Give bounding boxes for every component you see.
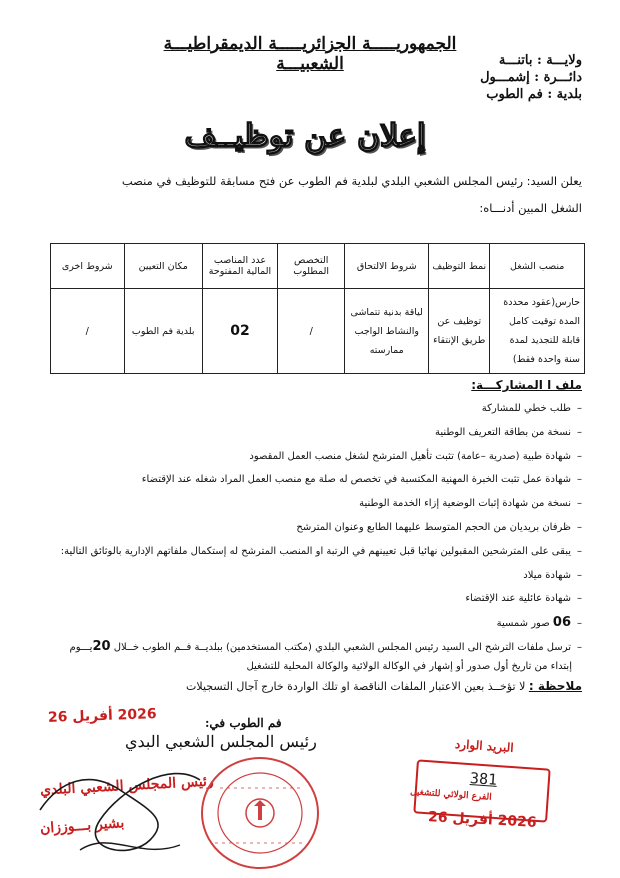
list-item: –نسخة من بطاقة التعريف الوطنية [434, 426, 582, 438]
wilaya-line: ولايـــة : باتنـــة [498, 53, 582, 68]
header-place: مكان التعيين [124, 244, 202, 289]
list-item: –طلب خطي للمشاركة [481, 403, 582, 414]
date-stamp: 2026 أفريل 26 [47, 706, 157, 726]
note [186, 679, 582, 693]
place-date-label: فم الطوب في: [205, 716, 282, 730]
signer-title: رئيس المجلس الشعبي البدي [125, 732, 317, 751]
item-text: يبقى على المترشحين المقبولين نهائيا قبل تعيينهم في الرتبة او المنصب المترشح له إستكمال ملفاتهم الإدارية بالوثائق التالية: [60, 545, 571, 557]
item-text: شهادة طبية (صدرية –عامة) تثبت تأهيل المترشح لشغل منصب العمل المقصود [249, 450, 571, 462]
table-row [51, 289, 585, 374]
cell-specialty: / [278, 289, 345, 374]
stamp-name: بشير بـــوززان [39, 815, 125, 837]
list-item: –يبقى على المترشحين المقبولين نهائيا قبل تعيينهم في الرتبة او المنصب المترشح له إستكمال ملفاتهم الإدارية بالوثائق التالية: [60, 545, 582, 557]
send-days: 20 [92, 638, 111, 654]
header-post: منصب الشغل [490, 244, 585, 289]
send-prefix: ترسل ملفات الترشح الى السيد رئيس المجلس الشعبي البلدي (مكتب المستخدمين) ببلديــة فــم الطوب خــلال [113, 641, 571, 653]
item-text: شهادة عائلية عند الإقتضاء [465, 593, 571, 605]
item-text: نسخة من شهادة إثبات الوضعية إزاء الخدمة الوطنية [359, 498, 571, 510]
cell-count: 02 [202, 289, 277, 374]
header-specialty: التخصص المطلوب [278, 244, 345, 289]
mail-stamp-title: البريد الوارد [454, 736, 515, 756]
republic-title: الجمهوريـــــة الجزائريـــــة الديمقراطيـــة الشعبيـــة [163, 34, 457, 74]
header-mode: نمط التوظيف [429, 244, 490, 289]
intro-line-1: يعلن السيد: رئيس المجلس الشعبي البلدي لبلدية فم الطوب عن فتح مسابقة للتوظيف في منصب [121, 174, 582, 188]
item-text: شهادة عمل تثبت الخبرة المهنية المكتسبة في تخصص له صلة مع منصب العمل المراد شغله عند الإقتضاء [141, 474, 571, 486]
signature-stroke [40, 774, 200, 851]
intro-line-2: الشغل المبين أدنـــاه: [479, 201, 582, 215]
header-count: عدد المناصب المالية المفتوحة [202, 244, 277, 289]
list-item: –ظرفان بريديان من الحجم المتوسط عليهما الطابع وعنوان المترشح [296, 521, 582, 533]
cell-mode: توظيف عن طريق الإنتقاء [429, 289, 490, 374]
stamp-title: رئيس المجلس الشعبي البلدي [39, 773, 215, 799]
header-conditions: شروط الالتحاق [345, 244, 429, 289]
official-seal [190, 748, 330, 878]
note-text: لا تؤخــذ بعين الاعتبار الملفات الناقصة او تلك الواردة خارج آجال التسجيلات [186, 680, 526, 693]
item-text: شهادة ميلاد [523, 569, 571, 581]
intro-paragraph [62, 168, 582, 222]
photos-count: 06 [552, 615, 571, 631]
cell-other: / [51, 289, 125, 374]
list-item: –شهادة ميلاد [523, 569, 582, 581]
note-label: ملاحظة : [528, 679, 582, 693]
cell-post: حارس(عقود محددة المدة توقيت كامل قابلة للتجديد لمدة سنة واحدة فقط) [490, 289, 585, 374]
daira-line: دائـــرة : إشمـــول [480, 70, 582, 85]
admin-block [480, 52, 582, 103]
list-item: –شهادة عائلية عند الإقتضاء [465, 593, 582, 605]
list-item: –06 صور شمسية [496, 615, 582, 631]
mail-stamp-number: 381 [469, 769, 498, 789]
item-text: نسخة من بطاقة التعريف الوطنية [434, 426, 571, 438]
list-item: –نسخة من شهادة إثبات الوضعية إزاء الخدمة الوطنية [359, 498, 582, 510]
photos-label: صور شمسية [496, 618, 550, 630]
list-item: –شهادة عمل تثبت الخبرة المهنية المكتسبة في تخصص له صلة مع منصب العمل المراد شغله عند الإقتضاء [141, 474, 582, 486]
cell-place: بلدية فم الطوب [124, 289, 202, 374]
send-suffix: يـــوم [69, 641, 93, 653]
list-item: –شهادة طبية (صدرية –عامة) تثبت تأهيل المترشح لشغل منصب العمل المقصود [249, 450, 582, 462]
item-text: طلب خطي للمشاركة [481, 403, 571, 414]
send-instructions: –ترسل ملفات الترشح الى السيد رئيس المجلس الشعبي البلدي (مكتب المستخدمين) ببلديــة فــم الطوب خــلال 20يـــوم [69, 638, 582, 654]
header-other: شروط اخرى [51, 244, 125, 289]
handwritten-signature [20, 700, 210, 870]
item-text: ظرفان بريديان من الحجم المتوسط عليهما الطابع وعنوان المترشح [296, 521, 571, 533]
mail-stamp-date: 2026 أفريل 26 [427, 809, 537, 831]
announcement-headline: إعلان عن توظيــف [184, 118, 426, 154]
file-section-title: ملف ا المشاركـــة: [471, 378, 582, 392]
job-table [50, 243, 585, 374]
seal-emblem-icon [254, 800, 266, 820]
cell-conditions: لياقة بدنية تتماشى والنشاط الواجب ممارسته [345, 289, 429, 374]
commune-line: بلدية : فم الطوب [486, 87, 582, 102]
mail-stamp-subtitle: الفرع الولائي للتشغيل [409, 787, 493, 803]
send-line-2: إبتداء من تاريخ أول صدور أو إشهار في الوكالة الولائية والوكالة المحلية للتشغيل [246, 660, 572, 672]
job-table-header [51, 244, 585, 289]
file-items-list [42, 397, 582, 679]
